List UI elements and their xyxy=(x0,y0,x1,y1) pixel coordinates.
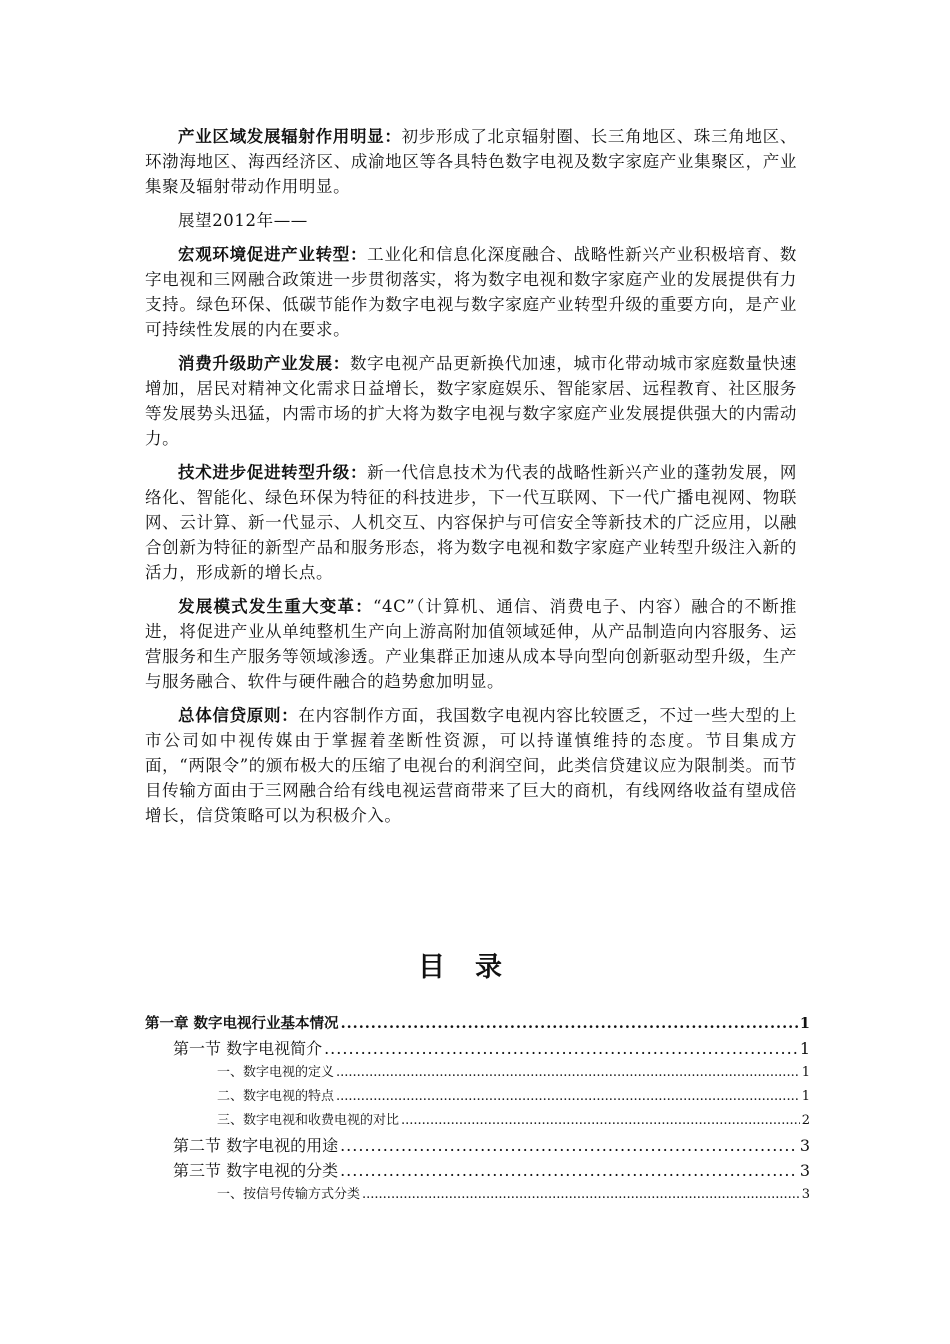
toc-entry[interactable] xyxy=(145,1085,810,1109)
paragraph-heading: 宏观环境促进产业转型： xyxy=(178,245,368,264)
toc-entry[interactable] xyxy=(145,1061,810,1085)
toc-leader-dots xyxy=(341,1015,798,1032)
toc-entry[interactable] xyxy=(145,1036,810,1061)
paragraph-text: “4C”（计算机、通信、消费电子、内容）融合的不断推进，将促进产业从单纯整机生产向上游高附加值领域延伸，从产品制造向内容服务、运营服务和生产服务等领域渗透。产业集群正加速从成本导向型向创新驱动型升级，生产与服务融合、软件与硬件融合的趋势愈加明显。 xyxy=(145,597,797,691)
toc-leader-dots xyxy=(340,1136,798,1155)
paragraph-outlook xyxy=(145,208,797,233)
paragraph-heading: 发展模式发生重大变革： xyxy=(178,597,373,616)
toc-entry[interactable] xyxy=(145,1109,810,1133)
toc-entry-page: 3 xyxy=(799,1161,810,1180)
toc-entry-page: 3 xyxy=(799,1136,810,1155)
toc-leader-dots xyxy=(362,1187,800,1202)
paragraph-development-model xyxy=(145,594,797,694)
paragraph-text: 新一代信息技术为代表的战略性新兴产业的蓬勃发展，网络化、智能化、绿色环保为特征的科技进步，下一代互联网、下一代广播电视网、物联网、云计算、新一代显示、人机交互、内容保护与可信安全等新技术的广泛应用，以融合创新为特征的新型产品和服务形态，将为数字电视和数字家庭产业转型升级注入新的活力，形成新的增长点。 xyxy=(145,463,797,582)
body-text xyxy=(145,124,797,837)
toc-entry-label: 第一节 数字电视简介 xyxy=(173,1039,323,1058)
toc-entry-page: 1 xyxy=(801,1065,810,1080)
toc-title: 目录 xyxy=(418,952,532,983)
toc-leader-dots xyxy=(401,1113,800,1128)
toc-entry-page: 1 xyxy=(801,1089,810,1104)
toc-leader-dots xyxy=(340,1161,798,1180)
toc-entry-page: 1 xyxy=(799,1039,810,1058)
toc-leader-dots xyxy=(336,1089,800,1104)
toc-entry-label: 二、数字电视的特点 xyxy=(217,1089,335,1104)
paragraph-heading: 技术进步促进转型升级： xyxy=(178,463,368,482)
toc-leader-dots xyxy=(324,1039,798,1058)
toc-entry-label: 第三节 数字电视的分类 xyxy=(173,1161,339,1180)
paragraph-macro-environment xyxy=(145,242,797,342)
paragraph-text: 在内容制作方面，我国数字电视内容比较匮乏，不过一些大型的上市公司如中视传媒由于掌握着垄断性资源，可以持谨慎维持的态度。节目集成方面，“两限令”的颁布极大的压缩了电视台的利润空间，此类信贷建议应为限制类。而节目传输方面由于三网融合给有线电视运营商带来了巨大的商机，有线网络收益有望成倍增长，信贷策略可以为积极介入。 xyxy=(145,706,798,825)
toc-leader-dots xyxy=(336,1065,800,1080)
paragraph-regional-radiation xyxy=(145,124,797,199)
toc-entry-label: 三、数字电视和收费电视的对比 xyxy=(217,1113,400,1128)
toc-entry[interactable] xyxy=(145,1133,810,1158)
paragraph-text: 初步形成了北京辐射圈、长三角地区、珠三角地区、环渤海地区、海西经济区、成渝地区等各具特色数字电视及数字家庭产业集聚区，产业集聚及辐射带动作用明显。 xyxy=(145,127,797,196)
paragraph-credit-principle xyxy=(145,703,797,828)
table-of-contents xyxy=(145,1012,810,1207)
paragraph-consumption-upgrade xyxy=(145,351,797,451)
toc-entry-label: 第二节 数字电视的用途 xyxy=(173,1136,339,1155)
toc-entry-label: 一、数字电视的定义 xyxy=(217,1065,335,1080)
paragraph-heading: 产业区域发展辐射作用明显： xyxy=(178,127,402,146)
paragraph-text: 展望2012年—— xyxy=(178,211,308,230)
toc-entry-page: 1 xyxy=(799,1015,810,1032)
toc-entry[interactable] xyxy=(145,1183,810,1207)
paragraph-tech-progress xyxy=(145,460,797,585)
toc-entry-label: 一、按信号传输方式分类 xyxy=(217,1187,361,1202)
toc-entry[interactable] xyxy=(145,1158,810,1183)
paragraph-text: 工业化和信息化深度融合、战略性新兴产业积极培育、数字电视和三网融合政策进一步贯彻落实，将为数字电视和数字家庭产业的发展提供有力支持。绿色环保、低碳节能作为数字电视与数字家庭产业转型升级的重要方向，是产业可持续性发展的内在要求。 xyxy=(145,245,797,339)
toc-entry-page: 2 xyxy=(801,1113,810,1128)
paragraph-text: 数字电视产品更新换代加速，城市化带动城市家庭数量快速增加，居民对精神文化需求日益增长，数字家庭娱乐、智能家居、远程教育、社区服务等发展势头迅猛，内需市场的扩大将为数字电视与数字家庭产业发展提供强大的内需动力。 xyxy=(145,354,797,448)
toc-entry-label: 第一章 数字电视行业基本情况 xyxy=(145,1015,339,1032)
paragraph-heading: 总体信贷原则： xyxy=(178,706,299,725)
toc-entry-page: 3 xyxy=(801,1187,810,1202)
paragraph-heading: 消费升级助产业发展： xyxy=(178,354,350,373)
toc-entry[interactable] xyxy=(145,1012,810,1036)
